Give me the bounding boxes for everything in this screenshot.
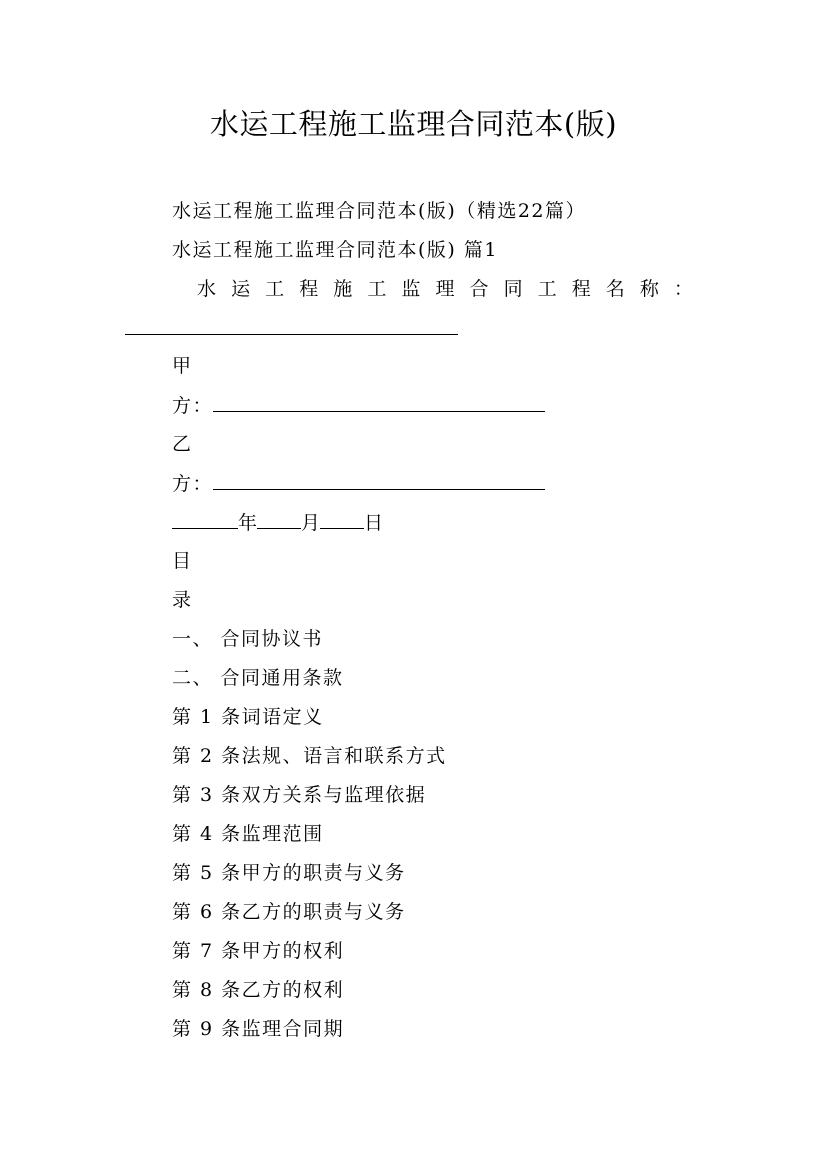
- project-name-char: 称: [639, 278, 659, 300]
- project-name-char: ：: [673, 278, 693, 300]
- party-a-line: [172, 392, 545, 419]
- project-name-char: 名: [605, 278, 625, 300]
- toc-heading-char1: 目: [172, 550, 193, 572]
- project-name-char: 运: [231, 278, 251, 300]
- date-day: 日: [364, 512, 384, 534]
- toc-section-1: 一、 合同协议书: [172, 628, 324, 650]
- project-name-char: 施: [333, 278, 353, 300]
- day-blank: [320, 509, 364, 529]
- date-month: 月: [301, 512, 321, 534]
- month-blank: [257, 509, 301, 529]
- project-name-blank: [125, 334, 458, 335]
- project-name-char: 同: [503, 278, 523, 300]
- toc-clause: 第 9 条监理合同期: [172, 1018, 345, 1040]
- toc-heading-char2: 录: [172, 589, 193, 611]
- party-b-blank: [213, 470, 545, 490]
- date-year: 年: [238, 512, 258, 534]
- document-title: 水运工程施工监理合同范本(版): [209, 107, 618, 141]
- subtitle-line: 水运工程施工监理合同范本(版)（精选22篇）: [172, 200, 587, 222]
- toc-clause: 第 6 条乙方的职责与义务: [172, 901, 406, 923]
- date-line: [172, 509, 383, 536]
- toc-section-2: 二、 合同通用条款: [172, 667, 344, 689]
- project-name-char: 程: [571, 278, 591, 300]
- project-name-char: 合: [469, 278, 489, 300]
- project-name-line: [197, 276, 693, 302]
- party-b-label: 方：: [172, 473, 214, 495]
- party-a-label: 方：: [172, 395, 214, 417]
- part-heading: 水运工程施工监理合同范本(版) 篇1: [172, 239, 498, 261]
- toc-clause: 第 4 条监理范围: [172, 823, 324, 845]
- toc-clause: 第 2 条法规、语言和联系方式: [172, 745, 447, 767]
- project-name-char: 工: [265, 278, 285, 300]
- project-name-char: 工: [537, 278, 557, 300]
- project-name-char: 程: [299, 278, 319, 300]
- party-b-char: 乙: [172, 433, 193, 455]
- year-blank: [172, 509, 238, 529]
- toc-clause: 第 3 条双方关系与监理依据: [172, 784, 427, 806]
- party-a-blank: [213, 392, 545, 412]
- toc-clause: 第 5 条甲方的职责与义务: [172, 862, 406, 884]
- party-a-char: 甲: [172, 355, 193, 377]
- project-name-char: 监: [401, 278, 421, 300]
- party-b-line: [172, 470, 545, 497]
- toc-clause: 第 1 条词语定义: [172, 706, 324, 728]
- project-name-char: 理: [435, 278, 455, 300]
- project-name-char: 工: [367, 278, 387, 300]
- project-name-char: 水: [197, 278, 217, 300]
- toc-clause: 第 7 条甲方的权利: [172, 940, 345, 962]
- toc-clause: 第 8 条乙方的权利: [172, 979, 345, 1001]
